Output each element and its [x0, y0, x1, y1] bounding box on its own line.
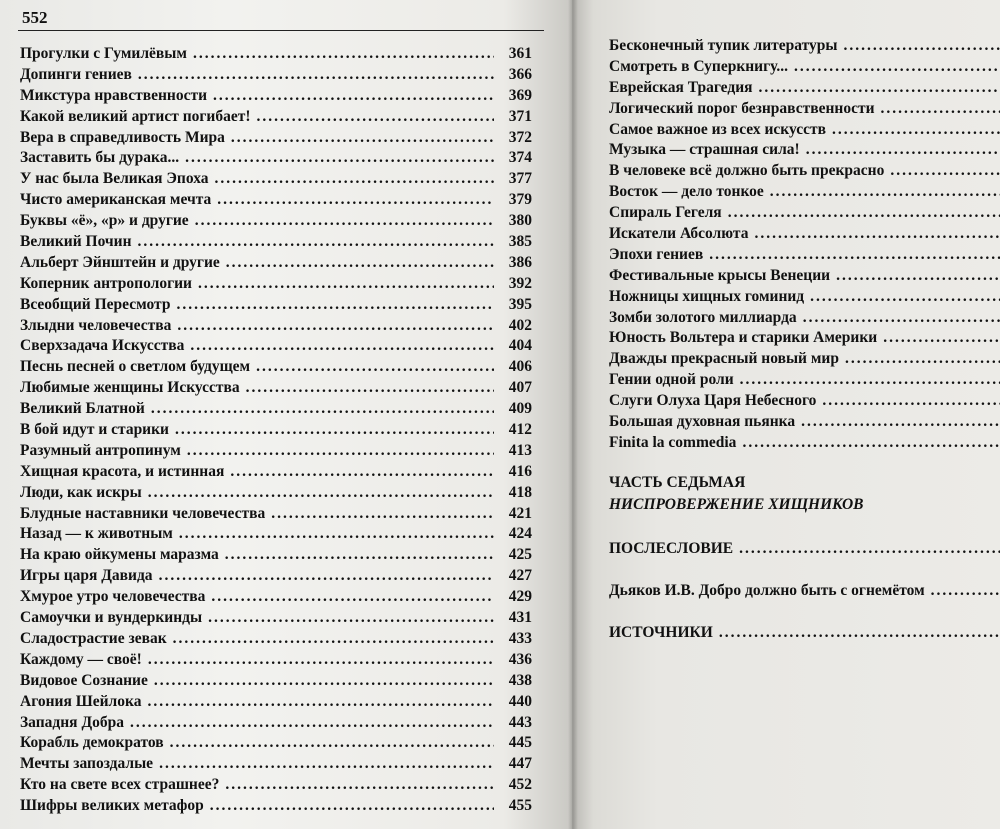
leader-dots — [159, 566, 494, 587]
toc-entry — [20, 295, 532, 316]
toc-entry-title: Мечты запоздалые — [20, 755, 154, 773]
leader-dots — [231, 128, 494, 149]
toc-entry-page-number: 416 — [508, 462, 532, 480]
toc-entry-page-number: 395 — [508, 295, 532, 313]
toc-entry — [20, 211, 532, 232]
toc-entry — [609, 433, 1000, 454]
leader-dots — [806, 140, 1000, 161]
toc-entry-title: Фестивальные крысы Венеции — [609, 266, 831, 284]
toc-entry-page-number: 402 — [508, 316, 532, 334]
toc-entry-sources — [609, 624, 1000, 642]
toc-entry — [20, 44, 532, 65]
toc-entry-title: Буквы «ё», «р» и другие — [20, 212, 189, 230]
toc-entry-page-number: 436 — [508, 650, 532, 668]
leader-dots — [176, 295, 494, 316]
toc-entry — [609, 161, 1000, 182]
toc-entry-page-number: 424 — [508, 525, 532, 543]
page-number: 552 — [22, 8, 48, 27]
toc-entry-page-number: 404 — [508, 337, 532, 355]
leader-dots — [208, 608, 494, 629]
leader-dots — [151, 399, 494, 420]
toc-entry — [20, 65, 532, 86]
toc-entry — [609, 391, 1000, 412]
toc-entry — [20, 650, 532, 671]
toc-entry — [20, 357, 532, 378]
toc-entry-title: ИСТОЧНИКИ — [609, 624, 713, 641]
toc-entry-page-number: 427 — [508, 567, 532, 585]
leader-dots — [881, 99, 1000, 120]
toc-entry-title: На краю ойкумены маразма — [20, 546, 219, 564]
toc-entry — [609, 266, 1000, 287]
leader-dots — [890, 161, 1000, 182]
toc-entry-title: Смотреть в Суперкнигу... — [609, 57, 788, 75]
part-heading: ЧАСТЬ СЕДЬМАЯ — [609, 474, 746, 491]
leader-dots — [740, 370, 1000, 391]
toc-entry — [609, 57, 1000, 78]
toc-entry — [609, 287, 1000, 308]
toc-entry — [609, 120, 1000, 141]
toc-entry — [20, 399, 532, 420]
toc-entry-page-number: 412 — [508, 421, 532, 439]
toc-entry-page-number: 445 — [508, 734, 532, 752]
toc-entry-page-number: 455 — [508, 797, 532, 815]
leader-dots — [759, 78, 1000, 99]
toc-entry — [20, 671, 532, 692]
toc-entry — [609, 182, 1000, 203]
toc-entry-title: Слуги Олуха Царя Небесного — [609, 392, 817, 410]
toc-entry-title: Сладострастие зевак — [20, 629, 167, 647]
toc-entry-title: Хищная красота, и истинная — [20, 462, 225, 480]
toc-entry — [20, 190, 532, 211]
toc-entry-page-number: 386 — [508, 253, 532, 271]
leader-dots — [138, 65, 494, 86]
toc-entry-title: Кто на свете всех страшнее? — [20, 776, 220, 794]
leader-dots — [770, 182, 1000, 203]
toc-entry-title: Блудные наставники человечества — [20, 504, 266, 522]
toc-entry-title: Микстура нравственности — [20, 86, 208, 104]
leader-dots — [147, 692, 494, 713]
leader-dots — [794, 57, 1000, 78]
toc-entry — [20, 336, 532, 357]
toc-entry — [20, 148, 532, 169]
toc-entry-page-number: 392 — [508, 274, 532, 292]
toc-entry — [20, 232, 532, 253]
toc-entry-title: Корабль демократов — [20, 734, 164, 752]
toc-entry-title: Злыдни человечества — [20, 316, 172, 334]
toc-entry-page-number: 379 — [508, 191, 532, 209]
toc-entry — [20, 587, 532, 608]
leader-dots — [185, 148, 494, 169]
toc-entry-title: Ножницы хищных гоминид — [609, 287, 805, 305]
toc-entry-title: Еврейская Трагедия — [609, 78, 753, 96]
toc-entry-page-number: 429 — [508, 588, 532, 606]
leader-dots — [190, 336, 494, 357]
toc-entry-title: В человеке всё должно быть прекрасно — [609, 162, 885, 180]
toc-entry-title: Большая духовная пьянка — [609, 413, 796, 431]
leader-dots — [271, 504, 494, 525]
toc-entry — [20, 713, 532, 734]
toc-entry-page-number: 425 — [508, 546, 532, 564]
leader-dots — [148, 650, 494, 671]
leader-dots — [175, 420, 494, 441]
toc-entry-page-number: 413 — [508, 441, 532, 459]
toc-entry-title: Какой великий артист погибает! — [20, 107, 251, 125]
toc-entry-title: Эпохи гениев — [609, 245, 704, 263]
toc-entry — [609, 412, 1000, 433]
leader-dots — [845, 349, 1000, 370]
toc-entry — [20, 274, 532, 295]
toc-entry-page-number: 385 — [508, 233, 532, 251]
leader-dots — [230, 462, 494, 483]
toc-entry — [20, 86, 532, 107]
toc-entry-title: Каждому — своё! — [20, 650, 142, 668]
toc-entry — [609, 349, 1000, 370]
toc-entry — [20, 483, 532, 504]
toc-entry-page-number: 369 — [508, 86, 532, 104]
toc-entry-title: Заставить бы дурака... — [20, 149, 180, 167]
leader-dots — [931, 582, 1000, 600]
toc-entry — [609, 36, 1000, 57]
toc-entry-page-number: 421 — [508, 504, 532, 522]
toc-entry-page-number: 433 — [508, 629, 532, 647]
leader-dots — [801, 412, 1000, 433]
toc-entry-title: Всеобщий Пересмотр — [20, 295, 171, 313]
toc-entry-title: Допинги гениев — [20, 65, 132, 83]
toc-entry-title: Искатели Абсолюта — [609, 225, 749, 243]
toc-entry-title: Бесконечный тупик литературы — [609, 37, 838, 54]
toc-entry-page-number: 372 — [508, 128, 532, 146]
leader-dots — [193, 44, 494, 65]
toc-entry-title: Великий Блатной — [20, 400, 145, 418]
toc-entry — [20, 316, 532, 337]
leader-dots — [213, 86, 494, 107]
toc-entry-title: Шифры великих метафор — [20, 797, 204, 815]
left-toc-list — [20, 44, 532, 817]
leader-dots — [754, 224, 1000, 245]
toc-entry-title: Самоучки и вундеркинды — [20, 609, 203, 627]
leader-dots — [822, 391, 1000, 412]
toc-entry-title: Люди, как искры — [20, 483, 142, 501]
toc-entry — [20, 608, 532, 629]
toc-entry-page-number: 431 — [508, 609, 532, 627]
toc-entry — [609, 224, 1000, 245]
toc-entry-page-number: 447 — [508, 755, 532, 773]
toc-entry — [609, 370, 1000, 391]
toc-entry — [609, 245, 1000, 266]
leader-dots — [159, 754, 494, 775]
leader-dots — [211, 587, 494, 608]
leader-dots — [739, 540, 1000, 558]
toc-entry-page-number: 371 — [508, 107, 532, 125]
toc-entry — [20, 504, 532, 525]
toc-entry — [20, 566, 532, 587]
toc-entry — [20, 128, 532, 149]
toc-entry — [609, 308, 1000, 329]
toc-entry — [20, 775, 532, 796]
toc-entry — [20, 441, 532, 462]
toc-entry-title: Спираль Гегеля — [609, 204, 722, 222]
toc-entry-title: У нас была Великая Эпоха — [20, 170, 209, 188]
leader-dots — [215, 169, 494, 190]
leader-dots — [217, 190, 494, 211]
toc-entry — [20, 692, 532, 713]
toc-entry-page-number: 443 — [508, 713, 532, 731]
leader-dots — [179, 524, 494, 545]
toc-entry — [20, 629, 532, 650]
toc-entry-page-number: 418 — [508, 483, 532, 501]
leader-dots — [210, 796, 494, 817]
book-spine — [568, 0, 578, 829]
toc-entry-title: Чисто американская мечта — [20, 191, 212, 209]
toc-entry-title: Видовое Сознание — [20, 671, 148, 689]
toc-entry-page-number: 440 — [508, 692, 532, 710]
leader-dots — [257, 107, 495, 128]
right-toc-list — [609, 36, 1000, 454]
leader-dots — [709, 245, 1000, 266]
toc-entry-title: Прогулки с Гумилёвым — [20, 45, 187, 62]
leader-dots — [810, 287, 1000, 308]
toc-entry-title: Великий Почин — [20, 233, 132, 251]
toc-entry-title: Дважды прекрасный новый мир — [609, 350, 839, 368]
part-subtitle: НИСПРОВЕРЖЕНИЕ ХИЩНИКОВ — [609, 496, 864, 513]
toc-entry — [20, 545, 532, 566]
toc-entry — [609, 328, 1000, 349]
toc-entry — [20, 420, 532, 441]
toc-entry-afterword — [609, 540, 1000, 558]
leader-dots — [198, 274, 494, 295]
toc-entry-title: Назад — к животным — [20, 525, 173, 543]
toc-entry-page-number: 377 — [508, 170, 532, 188]
toc-entry-title: Агония Шейлока — [20, 692, 142, 710]
toc-entry-title: Коперник антропологии — [20, 274, 192, 292]
toc-entry-title: Юность Вольтера и старики Америки — [609, 329, 878, 347]
toc-entry — [609, 78, 1000, 99]
toc-entry — [20, 169, 532, 190]
toc-entry-title: Логический порог безнравственности — [609, 99, 875, 117]
leader-dots — [226, 253, 494, 274]
leader-dots — [836, 266, 1000, 287]
toc-entry-title: Дьяков И.В. Добро должно быть с огнемётом — [609, 582, 925, 599]
leader-dots — [883, 328, 1000, 349]
leader-dots — [225, 775, 494, 796]
header-rule — [18, 30, 544, 31]
toc-entry-page-number: 452 — [508, 776, 532, 794]
toc-entry-title: Альберт Эйнштейн и другие — [20, 253, 220, 271]
toc-entry — [20, 253, 532, 274]
leader-dots — [832, 120, 1000, 141]
toc-entry-title: Игры царя Давида — [20, 567, 153, 585]
toc-entry-title: В бой идут и старики — [20, 421, 169, 439]
toc-entry — [20, 378, 532, 399]
leader-dots — [130, 713, 494, 734]
toc-entry-title: Вера в справедливость Мира — [20, 128, 225, 146]
toc-entry-page-number: 409 — [508, 400, 532, 418]
toc-entry — [20, 524, 532, 545]
toc-entry-title: Гении одной роли — [609, 371, 734, 389]
toc-entry — [20, 462, 532, 483]
leader-dots — [246, 378, 494, 399]
toc-entry-title: Западня Добра — [20, 713, 124, 731]
toc-entry — [20, 796, 532, 817]
toc-entry-title: Finita la commedia — [609, 433, 737, 451]
toc-entry — [20, 754, 532, 775]
toc-entry — [609, 203, 1000, 224]
toc-entry-page-number: 366 — [508, 65, 532, 83]
toc-entry-title: Зомби золотого миллиарда — [609, 308, 797, 326]
toc-entry-page-number: 407 — [508, 379, 532, 397]
toc-entry — [609, 99, 1000, 120]
leader-dots — [154, 671, 494, 692]
toc-entry-page-number: 361 — [508, 45, 532, 62]
toc-entry — [609, 140, 1000, 161]
leader-dots — [843, 36, 1000, 57]
toc-entry — [20, 733, 532, 754]
leader-dots — [803, 308, 1000, 329]
toc-entry-title: Разумный антропинум — [20, 441, 181, 459]
toc-entry-title: Музыка — страшная сила! — [609, 141, 800, 159]
leader-dots — [256, 357, 494, 378]
toc-entry-title: Хмурое утро человечества — [20, 588, 206, 606]
leader-dots — [728, 203, 1000, 224]
leader-dots — [195, 211, 494, 232]
leader-dots — [719, 624, 1000, 642]
leader-dots — [742, 433, 1000, 454]
leader-dots — [138, 232, 494, 253]
toc-entry-title: Самое важное из всех искусств — [609, 120, 826, 138]
leader-dots — [225, 545, 494, 566]
toc-entry-title: Любимые женщины Искусства — [20, 379, 240, 397]
toc-entry-page-number: 380 — [508, 212, 532, 230]
toc-entry-title: Сверхзадача Искусства — [20, 337, 185, 355]
toc-entry-dyakov — [609, 582, 1000, 600]
leader-dots — [173, 629, 494, 650]
leader-dots — [148, 483, 494, 504]
toc-entry-title: Песнь песней о светлом будущем — [20, 358, 251, 376]
toc-entry-page-number: 374 — [508, 149, 532, 167]
toc-entry — [20, 107, 532, 128]
toc-entry-page-number: 406 — [508, 358, 532, 376]
leader-dots — [187, 441, 494, 462]
leader-dots — [170, 733, 494, 754]
leader-dots — [177, 316, 494, 337]
toc-entry-title: Восток — дело тонкое — [609, 183, 764, 201]
toc-entry-title: ПОСЛЕСЛОВИЕ — [609, 540, 734, 557]
toc-entry-page-number: 438 — [508, 671, 532, 689]
